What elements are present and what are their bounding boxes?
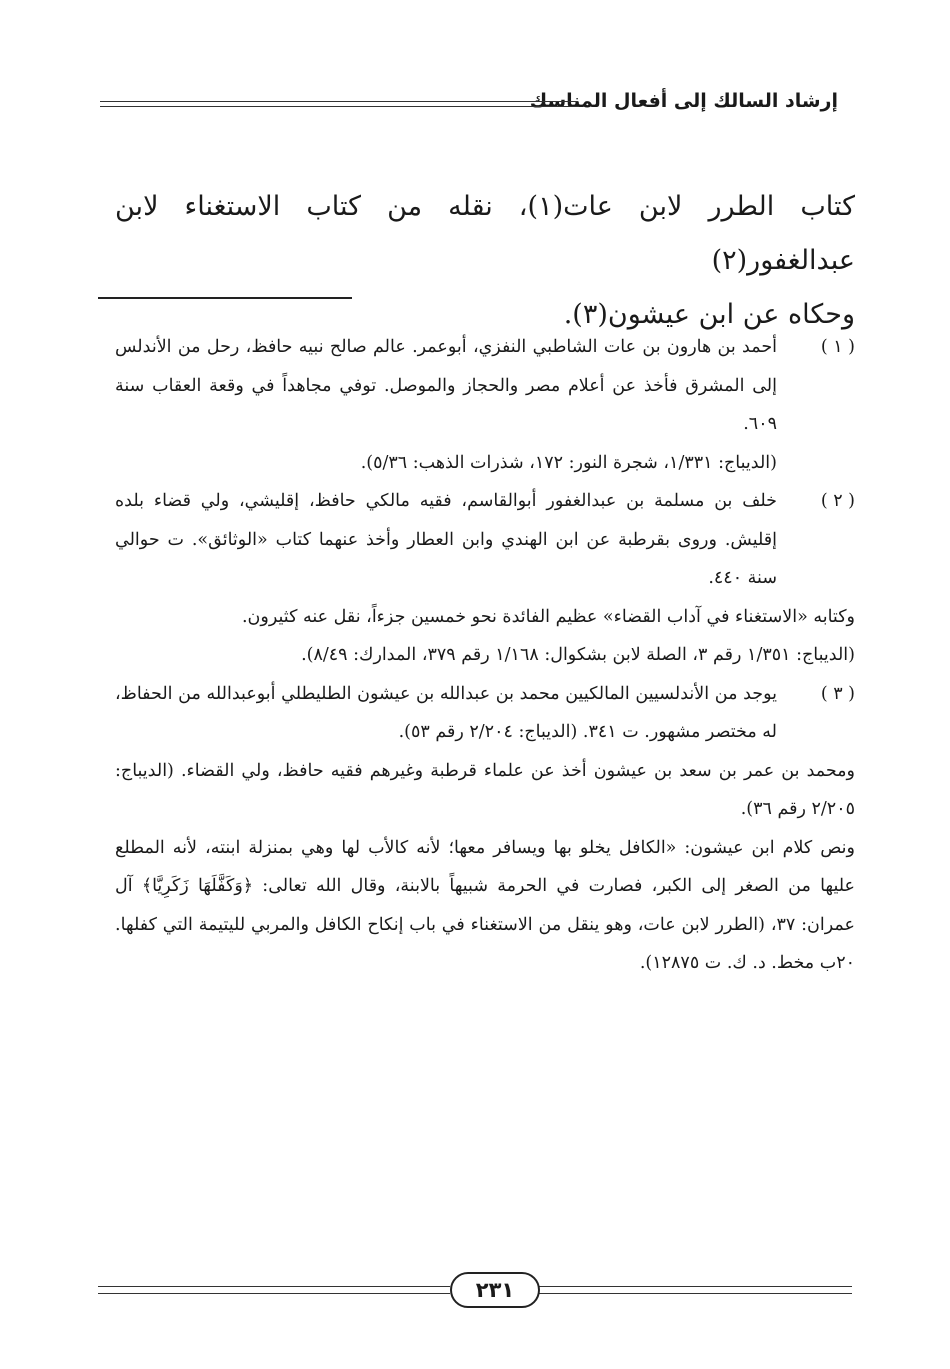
footnote-paragraph: (الديباج: ١/٣٣١، شجرة النور: ١٧٢، شذرات الذهب: ٥/٣٦). <box>360 452 777 473</box>
footer-rule <box>98 1286 450 1294</box>
main-text-line: كتاب الطرر لابن عات(١)، نقله من كتاب الاستغناء لابن عبدالغفور(٢) <box>115 191 855 276</box>
header-rule <box>100 106 578 107</box>
footnote-separator <box>98 297 352 299</box>
footnote-number: ( ١ ) <box>820 337 855 357</box>
footnote-1 <box>115 328 855 482</box>
footnote-number: ( ٣ ) <box>820 683 855 704</box>
footnote-paragraph: خلف بن مسلمة بن عبدالغفور أبوالقاسم، فقيه مالكي حافظ، إقليشي، ولي قضاء بلده إقليش. وروى بقرطبة عن ابن الهندي وابن العطار وأخذ عنهما كتاب «الوثائق». ت حوالي سنة ٤٤٠. <box>115 491 777 588</box>
running-title: إرشاد السالك إلى أفعال المناسك <box>529 90 838 112</box>
footnote-number: ( ٢ ) <box>820 491 855 511</box>
footnote-2 <box>115 482 855 675</box>
footnote-paragraph: (الديباج: ١/٣٥١ رقم ٣، الصلة لابن بشكوال: ١/١٦٨ رقم ٣٧٩، المدارك: ٨/٤٩). <box>301 645 855 665</box>
header-rule <box>100 101 578 102</box>
running-header <box>100 86 838 122</box>
footnote-paragraph: يوجد من الأندلسيين المالكيين محمد بن عبدالله بن عيشون الطليطلي أبوعبدالله من الحفاظ، له مختصر مشهور. ت ٣٤١. (الديباج: ٢/٢٠٤ رقم ٥٣). <box>115 683 777 742</box>
footnote-paragraph: وكتابه «الاستغناء في آداب القضاء» عظيم الفائدة نحو خمسين جزءاً، نقل عنه كثيرون. <box>241 606 855 627</box>
main-text <box>115 180 855 342</box>
main-text-line: وحكاه عن ابن عيشون(٣). <box>563 299 855 330</box>
footnote-paragraph: أحمد بن هارون بن عات الشاطبي النفزي، أبوعمر. عالم صالح نبيه حافظ، رحل من الأندلس إلى المشرق فأخذ عن أعلام مصر والحجاز والموصل. توفي مجاهداً في وقعة العقاب سنة ٦٠٩. <box>115 337 777 434</box>
footnote-paragraph: ومحمد بن عمر بن سعد بن عيشون أخذ عن علماء قرطبة وغيرهم فقيه حافظ، ولي القضاء. (الديباج: ٢/٢٠٥ رقم ٣٦). <box>115 760 855 819</box>
footnote-3 <box>115 675 855 983</box>
footnote-paragraph: ونص كلام ابن عيشون: «الكافل يخلو بها ويسافر معها؛ لأنه كالأب لها وهي بمنزلة ابنته، لأنه المطلع عليها من الصغر إلى الكبر، فصارت في الحرمة شبيهاً بالابنة، وقال الله تعالى: ﴿وَكَفَّلَهَا زَكَرِيَّا﴾ آل عمران: ٣٧، (الطرر لابن عات، وهو ينقل من الاستغناء في باب إنكاح الكافل والمربي لليتيمة التي كفلها. ٢٠ب مخط. د. ك. ت ١٢٨٧٥). <box>115 837 855 973</box>
footnotes <box>115 328 855 983</box>
footer-rule <box>536 1286 852 1294</box>
page-number: ٢٣١ <box>450 1272 540 1308</box>
